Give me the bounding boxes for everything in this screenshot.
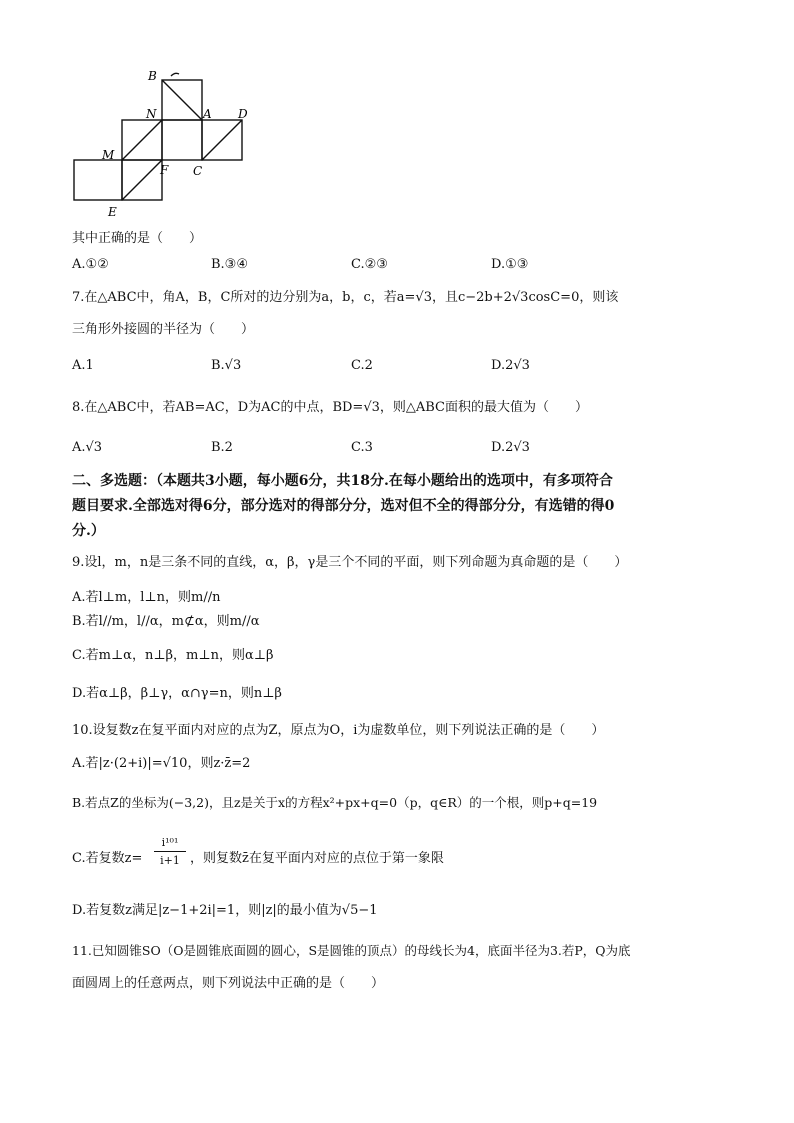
q10-option-d[interactable]: D.若复数z满足|z−1+2i|=1，则|z|的最小值为√5−1 [72, 903, 378, 918]
q9-stem: 9.设l，m，n是三条不同的直线，α，β，γ是三个不同的平面，则下列命题为真命题的是（ ） [72, 555, 628, 570]
label-A: A [203, 107, 212, 121]
q7-option-a[interactable]: A.1 [72, 358, 94, 373]
q8-option-b[interactable]: B.2 [211, 440, 233, 455]
q6-option-d[interactable]: D.①③ [491, 257, 529, 272]
fraction-numerator: i¹⁰¹ [161, 836, 179, 849]
label-E: E [108, 205, 117, 219]
q8-option-d[interactable]: D.2√3 [491, 440, 530, 455]
label-M: M [102, 148, 115, 162]
label-C: C [193, 164, 203, 178]
diagonal-BA [162, 80, 202, 120]
q10-option-b[interactable]: B.若点Z的坐标为(−3,2)，且z是关于x的方程x²+px+q=0（p，q∈R）的一个根，则p+q=19 [72, 795, 598, 810]
q10-option-c[interactable] [72, 851, 142, 867]
net-square-bottom-1 [74, 160, 122, 200]
diagonal-NM [122, 120, 162, 160]
q10-stem: 10.设复数z在复平面内对应的点为Z，原点为O，i为虚数单位，则下列说法正确的是（ ） [72, 723, 605, 738]
label-N: N [146, 107, 157, 121]
q10-option-c-suffix: ，则复数z̄在复平面内对应的点位于第一象限 [190, 851, 444, 866]
q9-option-c[interactable]: C.若m⊥α，n⊥β，m⊥n，则α⊥β [72, 648, 274, 663]
label-B: B [148, 69, 157, 83]
q11-stem-line2: 面圆周上的任意两点，则下列说法中正确的是（ ） [72, 976, 385, 991]
q11-stem-line1: 11.已知圆锥SO（O是圆锥底面圆的圆心，S是圆锥的顶点）的母线长为4，底面半径为3.若P，Q为底 [72, 943, 631, 958]
q9-option-b[interactable]: B.若l//m，l//α，m⊄α，则m//α [72, 614, 260, 629]
cube-net-figure [68, 66, 258, 224]
label-D: D [238, 107, 248, 121]
section2-line1: 二、多选题：（本题共3小题，每小题6分，共18分.在每小题给出的选项中，有多项符合 [72, 473, 613, 489]
diagonal-DC [202, 120, 242, 160]
section2-line3: 分.） [72, 523, 105, 539]
q7-option-d[interactable]: D.2√3 [491, 358, 530, 373]
q9-option-a[interactable]: A.若l⊥m，l⊥n，则m//n [72, 590, 221, 605]
q10-option-c-prefix: C.若复数z= [72, 851, 143, 866]
diagonal-FE [122, 160, 162, 200]
tick-mark [171, 73, 179, 76]
q10-option-c-fraction [154, 836, 186, 867]
q8-stem: 8.在△ABC中，若AB=AC，D为AC的中点，BD=√3，则△ABC面积的最大值为（ ） [72, 400, 589, 415]
q7-stem-line2: 三角形外接圆的半径为（ ） [72, 322, 255, 337]
q6-option-b[interactable]: B.③④ [211, 257, 248, 272]
q10-option-a[interactable]: A.若|z·(2+i)|=√10，则z·z̄=2 [72, 756, 251, 771]
q7-stem-line1: 7.在△ABC中，角A，B，C所对的边分别为a，b，c，若a=√3，且c−2b+2√3cosC=0，则该 [72, 290, 619, 305]
q6-option-c[interactable]: C.②③ [351, 257, 388, 272]
label-F: F [160, 163, 169, 177]
q6-stem: 其中正确的是（ ） [72, 231, 203, 246]
section2-line2: 题目要求.全部选对得6分，部分选对的得部分分，选对但不全的得部分分，有选错的得0 [72, 498, 615, 514]
q8-option-c[interactable]: C.3 [351, 440, 373, 455]
q8-option-a[interactable]: A.√3 [72, 440, 103, 455]
q9-option-d[interactable]: D.若α⊥β，β⊥γ，α∩γ=n，则n⊥β [72, 686, 282, 701]
q6-option-a[interactable]: A.①② [72, 257, 109, 272]
q7-option-c[interactable]: C.2 [351, 358, 373, 373]
fraction-denominator: i+1 [154, 851, 186, 867]
net-square-mid-2 [162, 120, 202, 160]
q7-option-b[interactable]: B.√3 [211, 358, 242, 373]
